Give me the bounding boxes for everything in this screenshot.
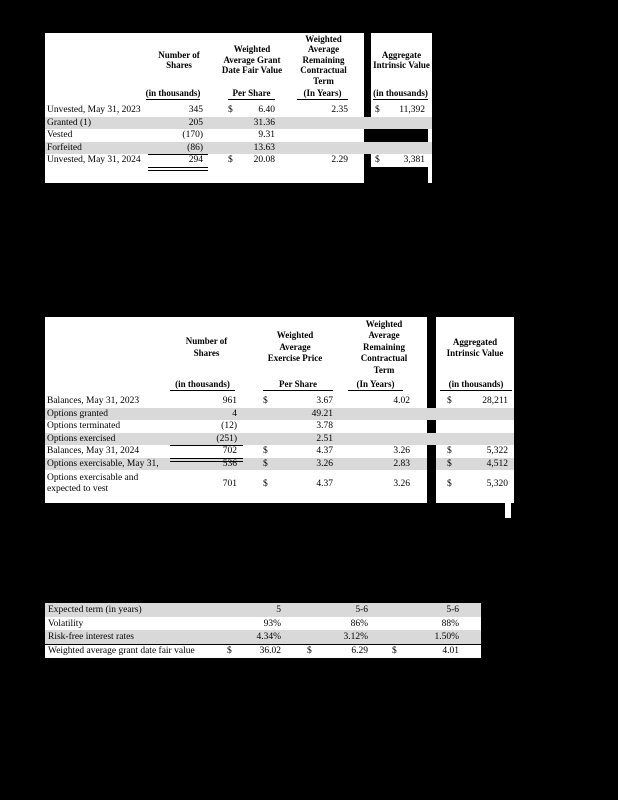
col-header-shares: Number of Shares	[185, 336, 228, 358]
term-value: 3.26	[393, 478, 410, 489]
rsu-table-header	[45, 33, 364, 87]
assumption-value: 5	[276, 604, 281, 615]
intrinsic-cell	[371, 104, 432, 117]
per-share-value: 3.67	[316, 396, 333, 407]
total-rule	[148, 154, 208, 155]
subheader-in-years: (In Years)	[348, 378, 403, 391]
intrinsic-cell	[436, 470, 514, 497]
row-label: Risk-free interest rates	[48, 632, 134, 643]
stock-option-activity-table	[45, 317, 514, 503]
double-total-rule	[170, 458, 243, 462]
col-header-intrinsic: Aggregate Intrinsic Value	[373, 49, 430, 70]
shares-value: 536	[222, 458, 237, 469]
row-label: Options exercisable, May 31,	[47, 458, 159, 469]
table-artifact	[505, 503, 511, 518]
assumption-value: 4.34%	[256, 632, 281, 643]
term-value: 4.02	[393, 396, 410, 407]
table-row	[45, 420, 427, 433]
row-label: Granted (1)	[47, 117, 92, 128]
table-row	[45, 395, 427, 408]
shares-value: 4	[232, 408, 237, 419]
intrinsic-value: 5,320	[486, 478, 508, 489]
currency-symbol: $	[447, 478, 452, 489]
table-row	[45, 617, 481, 631]
row-label: Unvested, May 31, 2024	[47, 155, 141, 166]
col-header-exercise-price: Weighted Average Exercise Price	[267, 330, 323, 364]
assumption-value: 1.50%	[434, 632, 459, 643]
currency-symbol: $	[228, 155, 233, 166]
shares-value: 961	[222, 396, 237, 407]
per-share-value: 3.78	[316, 421, 333, 432]
currency-symbol: $	[263, 396, 268, 407]
col-header-term: Weighted Average Remaining Contractual Term	[360, 318, 408, 375]
table-row	[45, 117, 364, 130]
assumption-value: 6.29	[351, 646, 368, 657]
assumption-value: 93%	[263, 618, 281, 629]
intrinsic-cell	[436, 458, 514, 471]
assumption-value: 88%	[441, 618, 459, 629]
shares-value: 205	[188, 117, 203, 128]
currency-symbol: $	[227, 646, 232, 657]
shares-value: (170)	[182, 130, 203, 141]
intrinsic-cell	[436, 445, 514, 458]
shares-value: (251)	[216, 433, 237, 444]
per-share-value: 31.36	[253, 117, 275, 128]
intrinsic-cell	[371, 154, 432, 167]
table-row	[45, 433, 427, 446]
per-share-value: 20.08	[253, 155, 275, 166]
col-header-shares: Number of Shares	[158, 49, 200, 70]
term-value: 2.29	[331, 155, 348, 166]
intrinsic-cell	[436, 420, 514, 433]
per-share-value: 9.31	[258, 130, 275, 141]
shares-value: 294	[188, 155, 203, 166]
table-row	[45, 154, 364, 167]
table-row	[45, 408, 427, 421]
rsu-table-main	[45, 33, 364, 183]
per-share-value: 49.21	[311, 408, 333, 419]
empty-black-cell	[371, 129, 428, 142]
term-value: 2.83	[393, 458, 410, 469]
table-row	[45, 603, 481, 617]
intrinsic-value-panel	[436, 317, 514, 503]
currency-symbol: $	[447, 458, 452, 469]
intrinsic-cell	[436, 408, 514, 421]
table-row	[45, 644, 481, 658]
intrinsic-cell	[436, 395, 514, 408]
shares-value: 345	[188, 105, 203, 116]
intrinsic-cell	[371, 129, 432, 142]
per-share-value: 2.51	[316, 433, 333, 444]
table-row	[45, 445, 427, 458]
table-row	[45, 142, 364, 155]
subheader-in-thousands: (in thousands)	[440, 378, 512, 391]
table-row	[45, 470, 427, 497]
subheader-shares: (in thousands)	[145, 88, 201, 98]
per-share-value: 6.40	[258, 105, 275, 116]
options-table-subheader	[45, 378, 427, 391]
currency-symbol: $	[447, 446, 452, 457]
intrinsic-value-panel	[371, 33, 432, 183]
currency-symbol: $	[228, 105, 233, 116]
valuation-assumptions-table	[45, 603, 481, 658]
subheader-in-thousands: (in thousands)	[373, 88, 428, 98]
subheader-shares: (in thousands)	[170, 378, 235, 391]
rsu-activity-table	[45, 33, 432, 183]
rsu-table-subheader	[45, 87, 364, 100]
shares-value: (86)	[187, 142, 203, 153]
subheader-per-share: Per Share	[263, 378, 333, 391]
row-label: Balances, May 31, 2024	[47, 446, 140, 457]
row-label: Balances, May 31, 2023	[47, 396, 140, 407]
zebra-gap-segment	[427, 408, 436, 421]
currency-symbol: $	[375, 155, 380, 166]
currency-symbol: $	[263, 458, 268, 469]
zebra-gap-segment	[364, 117, 371, 130]
table-row	[45, 129, 364, 142]
table-row	[45, 630, 481, 644]
intrinsic-value: 28,211	[482, 396, 508, 407]
row-label: Options exercised	[47, 433, 116, 444]
row-label: Options granted	[47, 408, 108, 419]
currency-symbol: $	[263, 446, 268, 457]
shares-value: 701	[222, 478, 237, 489]
col-header-term: Weighted Average Remaining Contractual Term	[300, 33, 347, 86]
row-label: Vested	[47, 130, 73, 141]
per-share-value: 4.37	[316, 478, 333, 489]
zebra-gap-segment	[364, 142, 371, 155]
subheader-in-years: (In Years)	[297, 87, 348, 100]
row-label: Weighted average grant date fair value	[48, 646, 195, 657]
assumption-value: 5-6	[355, 604, 368, 615]
row-label: Expected term (in years)	[48, 604, 142, 615]
per-share-value: 13.63	[253, 142, 275, 153]
options-table-header	[45, 317, 427, 378]
row-label: Options exercisable and expected to vest	[47, 473, 139, 494]
shares-value: 702	[222, 446, 237, 457]
assumption-value: 3.12%	[343, 632, 368, 643]
currency-symbol: $	[263, 478, 268, 489]
intrinsic-cell	[371, 117, 432, 130]
row-label: Forfeited	[47, 142, 82, 153]
currency-symbol: $	[307, 646, 312, 657]
term-value: 3.26	[393, 446, 410, 457]
row-label: Unvested, May 31, 2023	[47, 105, 141, 116]
currency-symbol: $	[375, 105, 380, 116]
shares-value: (12)	[221, 421, 237, 432]
assumption-value: 36.02	[259, 646, 281, 657]
total-rule	[170, 445, 243, 446]
intrinsic-value: 3,381	[403, 155, 425, 166]
empty-black-cell	[371, 167, 428, 184]
zebra-gap-segment	[427, 433, 436, 446]
options-table-main	[45, 317, 427, 503]
intrinsic-cell	[436, 433, 514, 446]
intrinsic-value: 11,392	[399, 105, 425, 116]
double-total-rule	[148, 167, 208, 171]
per-share-value: 4.37	[316, 446, 333, 457]
assumption-value: 86%	[350, 618, 368, 629]
intrinsic-value: 5,322	[486, 446, 508, 457]
assumption-value: 4.01	[442, 646, 459, 657]
row-label: Options terminated	[47, 421, 121, 432]
currency-symbol: $	[392, 646, 397, 657]
currency-symbol: $	[447, 396, 452, 407]
row-label: Volatility	[48, 618, 84, 629]
subheader-per-share: Per Share	[228, 87, 275, 100]
col-header-intrinsic: Aggregated Intrinsic Value	[446, 337, 504, 358]
intrinsic-value: 4,512	[486, 458, 508, 469]
term-value: 2.35	[331, 105, 348, 116]
per-share-value: 3.26	[316, 458, 333, 469]
intrinsic-cell	[371, 142, 432, 155]
col-header-fair-value: Weighted Average Grant Date Fair Value	[221, 44, 283, 76]
table-row	[45, 104, 364, 117]
assumption-value: 5-6	[446, 604, 459, 615]
